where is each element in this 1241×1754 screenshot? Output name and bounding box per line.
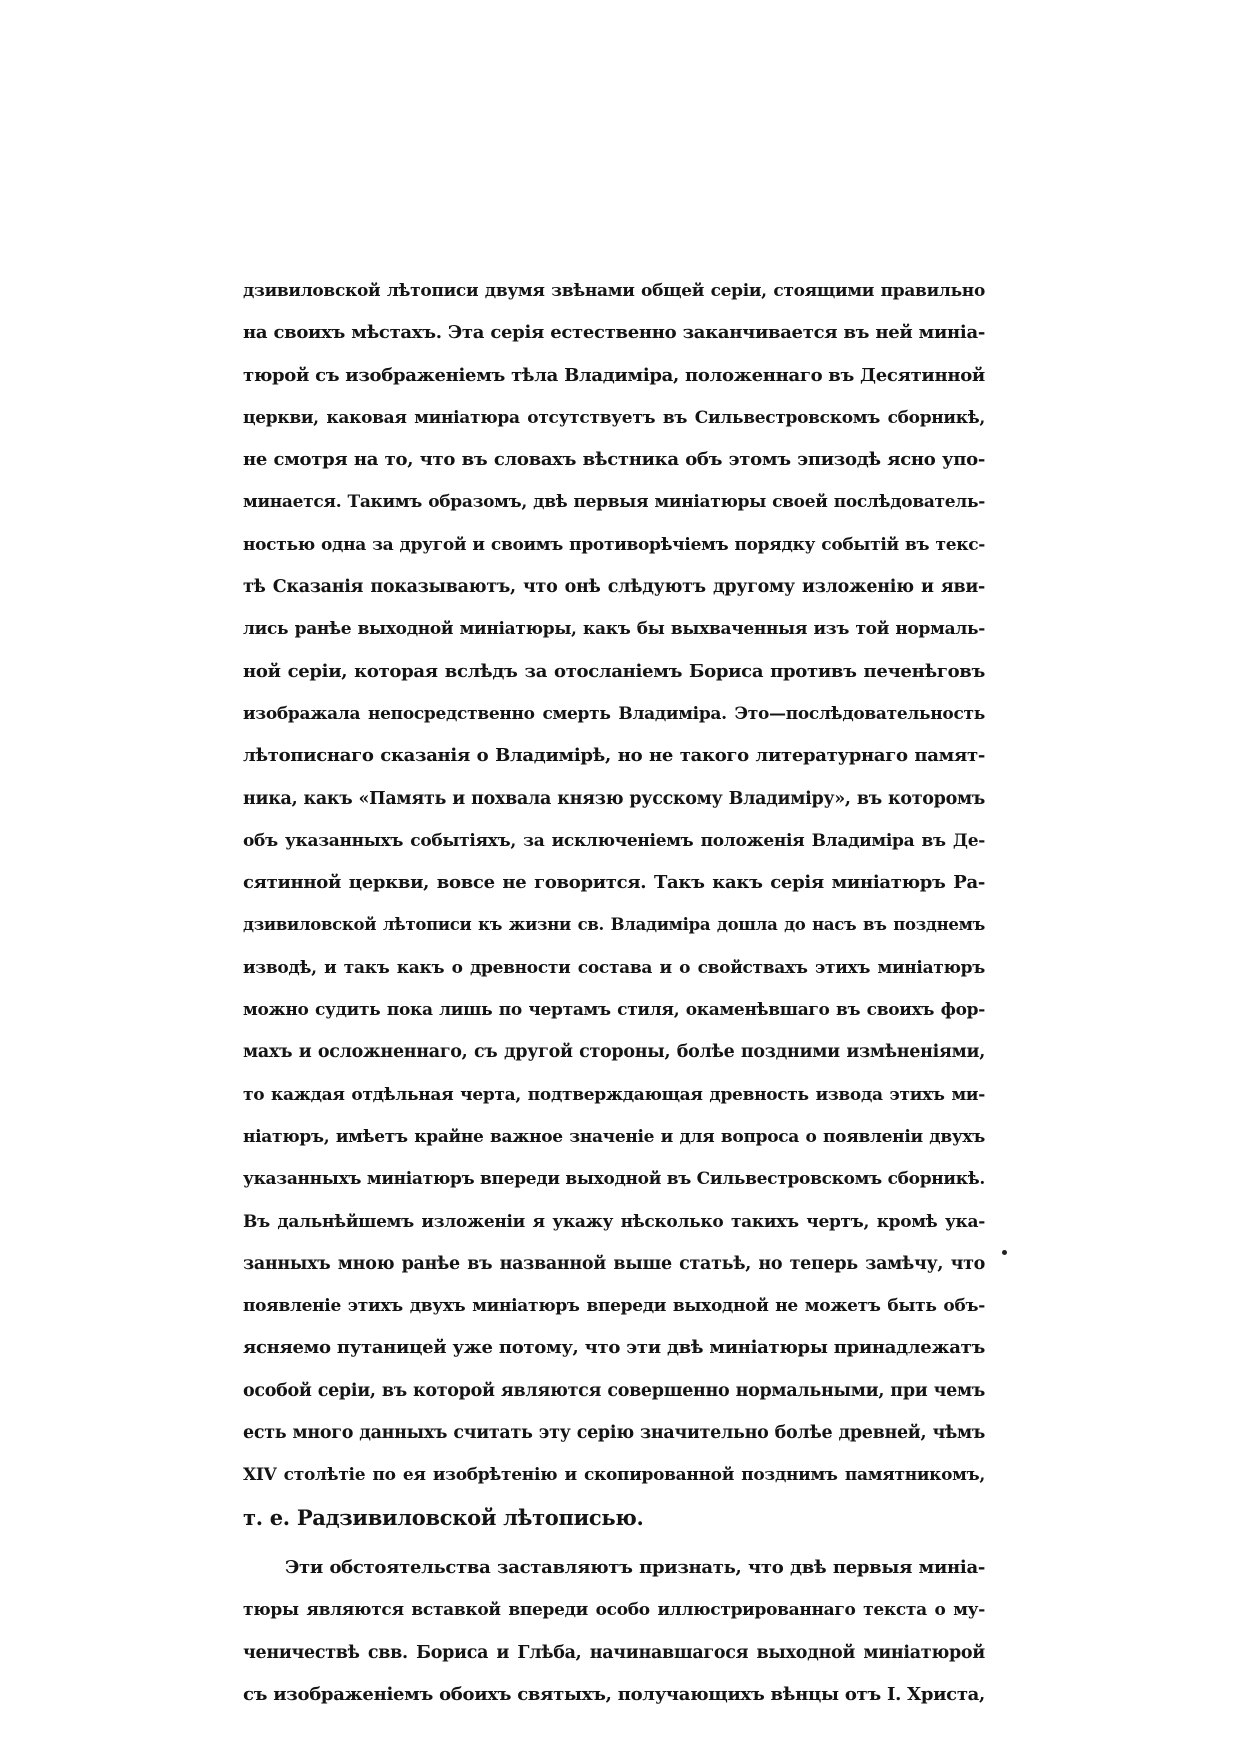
text-line: лись ранѣе выходной миніатюры, какъ бы выхваченныя изъ той нормаль- <box>243 619 985 640</box>
text-line: минается. Такимъ образомъ, двѣ первыя миніатюры своей послѣдователь- <box>243 492 985 513</box>
text-line: появленіе этихъ двухъ миніатюръ впереди выходной не можетъ быть объ- <box>243 1296 985 1317</box>
text-line: махъ и осложненнаго, съ другой стороны, болѣе поздними измѣненіями, <box>243 1042 985 1063</box>
text-line: ника, какъ «Память и похвала князю русскому Владиміру», въ которомъ <box>243 788 985 809</box>
text-line: изображала непосредственно смерть Владиміра. Это—послѣдовательность <box>243 703 985 724</box>
body-text <box>243 270 985 1716</box>
text-line: изводѣ, и такъ какъ о древности состава и о свойствахъ этихъ миніатюръ <box>243 957 985 978</box>
text-line: ясняемо путаницей уже потому, что эти двѣ миніатюры принадлежатъ <box>243 1337 985 1359</box>
text-line: указанныхъ миніатюръ впереди выходной въ Сильвестровскомъ сборникѣ. <box>243 1169 985 1190</box>
text-line: съ изображеніемъ обоихъ святыхъ, получающихъ вѣнцы отъ І. Христа, <box>243 1683 985 1705</box>
text-line: сятинной церкви, вовсе не говорится. Такъ какъ серія миніатюръ Ра- <box>243 872 985 894</box>
text-line: ностью одна за другой и своимъ противорѣчіемъ порядку событій въ текс- <box>243 534 985 555</box>
text-line: т. е. Радзивиловской лѣтописью. <box>243 1504 644 1530</box>
text-line: Въ дальнѣйшемъ изложеніи я укажу нѣсколько такихъ чертъ, кромѣ ука- <box>243 1211 985 1232</box>
text-line: тѣ Сказанія показываютъ, что онѣ слѣдуютъ другому изложенію и яви- <box>243 577 985 598</box>
text-line: лѣтописнаго сказанія о Владимірѣ, но не такого литературнаго памят- <box>243 745 985 767</box>
text-line: объ указанныхъ событіяхъ, за исключеніемъ положенія Владиміра въ Де- <box>243 830 985 851</box>
text-line: тюрой съ изображеніемъ тѣла Владиміра, положеннаго въ Десятинной <box>243 364 985 386</box>
paragraph-1 <box>243 270 985 1539</box>
text-line: ченичествѣ свв. Бориса и Глѣба, начинавшагося выходной миніатюрой <box>243 1642 985 1663</box>
text-line: можно судить пока лишь по чертамъ стиля, окаменѣвшаго въ своихъ фор- <box>243 1000 985 1021</box>
text-line: то каждая отдѣльная черта, подтверждающая древность извода этихъ ми- <box>243 1084 985 1105</box>
text-line: ной серіи, которая вслѣдъ за отосланіемъ Бориса противъ печенѣговъ <box>243 660 985 682</box>
ink-speck <box>1002 1250 1007 1255</box>
text-line: не смотря на то, что въ словахъ вѣстника объ этомъ эпизодѣ ясно упо- <box>243 449 985 471</box>
text-line: XIV столѣтіе по ея изобрѣтенію и скопированной позднимъ памятникомъ, <box>243 1465 985 1486</box>
text-line: дзивиловской лѣтописи двумя звѣнами общей серіи, стоящими правильно <box>243 281 985 301</box>
text-line: Эти обстоятельства заставляютъ признать, что двѣ первыя миніа- <box>285 1556 985 1578</box>
text-line: занныхъ мною ранѣе въ названной выше статьѣ, но теперь замѣчу, что <box>243 1253 985 1274</box>
text-line: тюры являются вставкой впереди особо иллюстрированнаго текста о му- <box>243 1600 985 1621</box>
paragraph-gap <box>243 1539 985 1547</box>
text-line: дзивиловской лѣтописи къ жизни св. Владиміра дошла до насъ въ позднемъ <box>243 915 985 935</box>
text-line: ніатюръ, имѣетъ крайне важное значеніе и для вопроса о появленіи двухъ <box>243 1126 985 1147</box>
text-line: церкви, каковая миніатюра отсутствуетъ въ Сильвестровскомъ сборникѣ, <box>243 407 985 428</box>
text-line: на своихъ мѣстахъ. Эта серія естественно заканчивается въ ней миніа- <box>243 322 985 344</box>
text-line: есть много данныхъ считать эту серію значительно болѣе древней, чѣмъ <box>243 1423 985 1444</box>
text-line: особой серіи, въ которой являются совершенно нормальными, при чемъ <box>243 1380 985 1401</box>
paragraph-2 <box>243 1547 985 1716</box>
